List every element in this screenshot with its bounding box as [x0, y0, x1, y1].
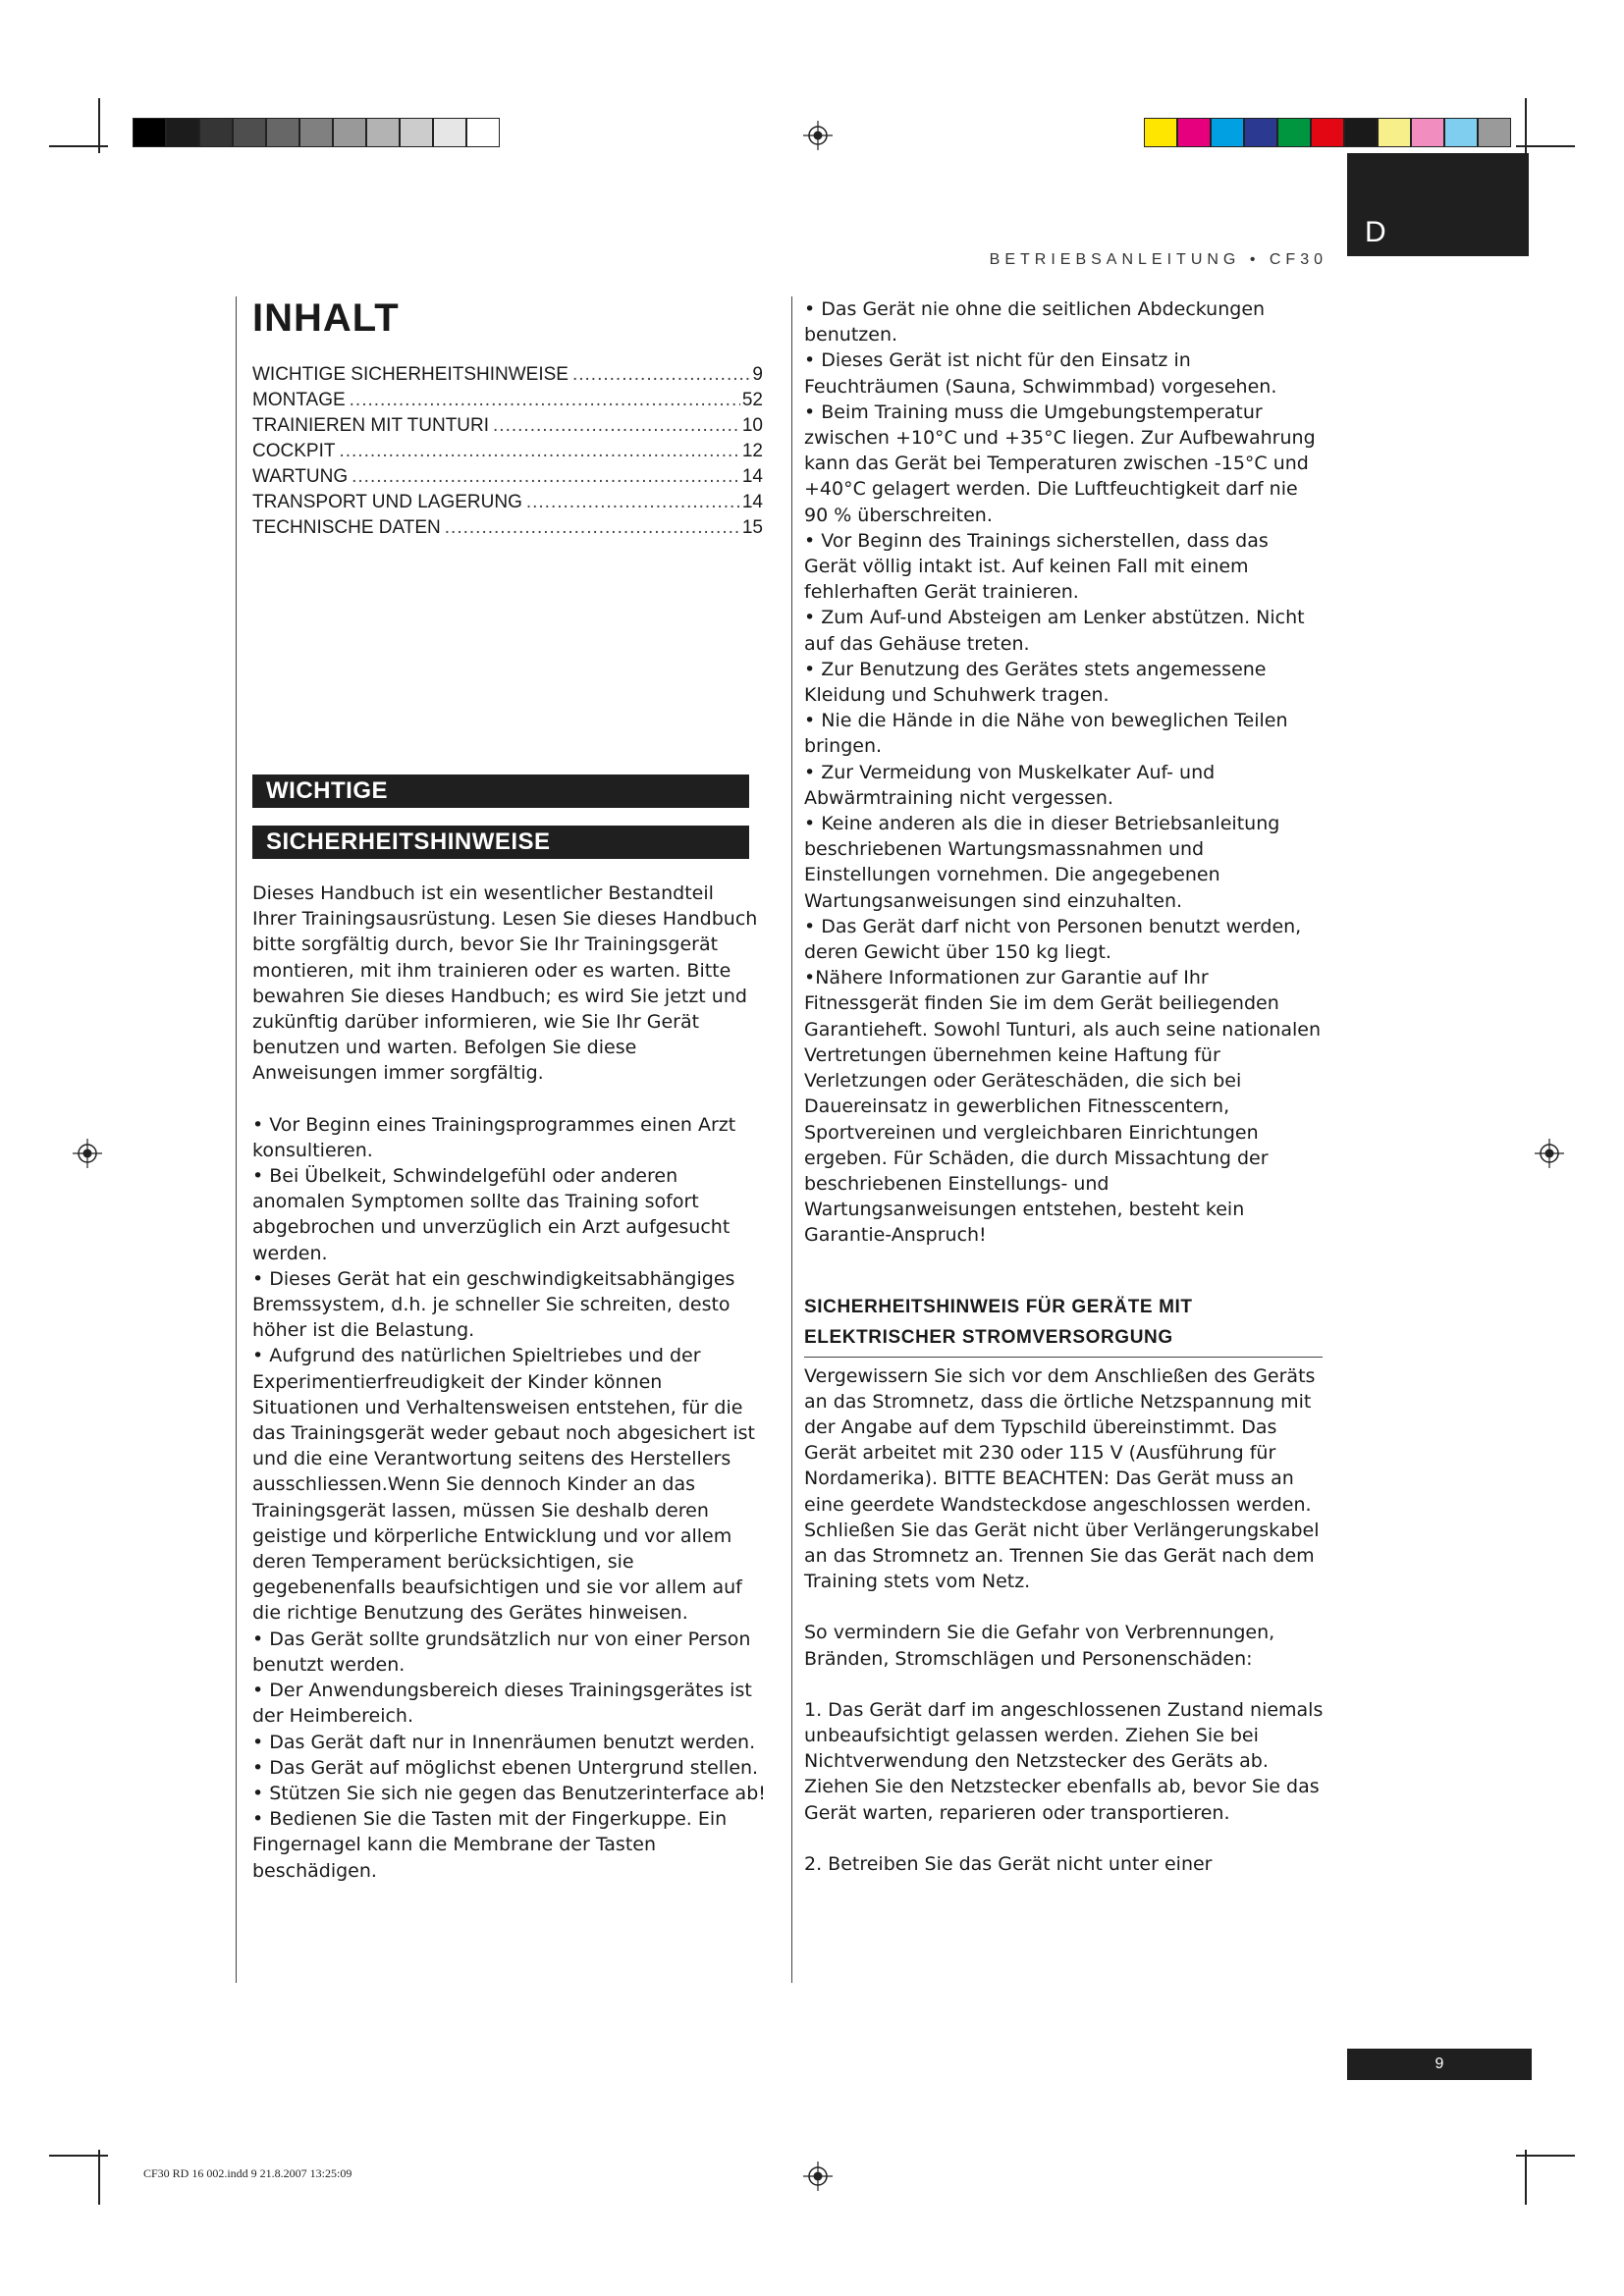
safety-bullet: • Stützen Sie sich nie gegen das Benutzerinterface ab!: [252, 1781, 769, 1806]
toc-leader-dots: [526, 490, 740, 515]
toc-item-page: 14: [741, 492, 763, 512]
toc-item-page: 52: [741, 390, 763, 410]
crop-mark: [98, 98, 100, 153]
electrical-heading-line2: ELEKTRISCHER STROMVERSORGUNG: [804, 1326, 1173, 1348]
toc-item: [252, 413, 763, 439]
safety-bullet: • Vor Beginn eines Trainingsprogrammes einen Arzt konsultieren.: [252, 1112, 769, 1163]
safety-bullet: • Dieses Gerät hat ein geschwindigkeitsabhängiges Bremssystem, d.h. je schneller Sie schreiten, desto höher ist die Belastung.: [252, 1266, 769, 1344]
color-swatch: [1344, 118, 1378, 147]
electrical-item2: 2. Betreiben Sie das Gerät nicht unter einer: [804, 1852, 1213, 1875]
crop-mark: [1525, 2150, 1527, 2205]
toc-item: [252, 439, 763, 464]
safety-bullet: • Zum Auf-und Absteigen am Lenker abstützen. Nicht auf das Gehäuse treten.: [804, 605, 1325, 656]
color-swatch: [166, 118, 199, 147]
safety-bullet: • Nie die Hände in die Nähe von beweglichen Teilen bringen.: [804, 708, 1325, 759]
toc-leader-dots: [350, 388, 740, 413]
safety-bullet: • Zur Vermeidung von Muskelkater Auf- und Abwärmtraining nicht vergessen.: [804, 760, 1325, 811]
safety-bullets-right: [804, 296, 1325, 965]
toc-leader-dots: [445, 515, 740, 541]
running-head: BETRIEBSANLEITUNG • CF30: [989, 251, 1327, 268]
toc-leader-dots: [572, 362, 750, 388]
color-swatch: [366, 118, 400, 147]
toc-item-label: WICHTIGE SICHERHEITSHINWEISE: [252, 364, 568, 385]
toc-item: [252, 515, 763, 541]
toc-item-label: WARTUNG: [252, 466, 349, 487]
color-swatch: [233, 118, 266, 147]
table-of-contents: [252, 362, 763, 541]
toc-item-page: 14: [741, 466, 763, 487]
color-swatch: [1478, 118, 1511, 147]
color-swatch: [299, 118, 333, 147]
toc-item-page: 9: [752, 364, 763, 385]
safety-bullet: • Keine anderen als die in dieser Betriebsanleitung beschriebenen Wartungsmassnahmen und Einstellungen vornehmen. Die angegebenen Wartungsanweisungen sind einzuhalten.: [804, 811, 1325, 914]
toc-item: [252, 388, 763, 413]
safety-bullet: • Bedienen Sie die Tasten mit der Fingerkuppe. Ein Fingernagel kann die Membrane der Tasten beschädigen.: [252, 1806, 769, 1884]
crop-mark: [1525, 98, 1527, 153]
safety-bullet: • Aufgrund des natürlichen Spieltriebes und der Experimentierfreudigkeit der Kinder können Situationen und Verhaltensweisen entstehen, für die das Trainingsgerät weder gebaut noch abgesichert ist und die eine Verantwortung seitens des Herstellers ausschliessen.Wenn Sie dennoch Kinder an das Trainingsgerät lassen, müssen Sie deshalb deren geistige und körperliche Entwicklung und vor allem deren Temperament berücksichtigen, sie gegebenenfalls beaufsichtigen und sie vor allem auf die richtige Benutzung des Gerätes hinweisen.: [252, 1343, 769, 1626]
color-swatch: [266, 118, 299, 147]
gray-calibration-strip: [133, 118, 500, 147]
color-swatch: [433, 118, 466, 147]
color-swatch: [1177, 118, 1211, 147]
safety-bullet: • Das Gerät nie ohne die seitlichen Abdeckungen benutzen.: [804, 296, 1325, 347]
left-column: [236, 296, 783, 1983]
color-swatch: [466, 118, 500, 147]
toc-item-label: TECHNISCHE DATEN: [252, 517, 441, 538]
registration-mark-icon: [1535, 1139, 1564, 1168]
toc-item: [252, 362, 763, 388]
electrical-item1: 1. Das Gerät darf im angeschlossenen Zustand niemals unbeaufsichtigt gelassen werden. Ziehen Sie bei Nichtverwendung den Netzstecker des Geräts ab. Ziehen Sie den Netzstecker ebenfalls ab, bevor Sie das Gerät warten, reparieren oder transportieren.: [804, 1698, 1324, 1824]
toc-item: [252, 490, 763, 515]
warranty-list: [804, 965, 1325, 1248]
crop-mark: [98, 2150, 100, 2205]
safety-bullet: • Vor Beginn des Trainings sicherstellen, dass das Gerät völlig intakt ist. Auf keinen Fall mit einem fehlerhaften Gerät trainieren.: [804, 528, 1325, 606]
toc-item-label: TRANSPORT UND LAGERUNG: [252, 492, 522, 512]
color-swatch: [1144, 118, 1177, 147]
color-swatch: [1311, 118, 1344, 147]
toc-item-label: COCKPIT: [252, 441, 336, 461]
registration-mark-icon: [73, 1139, 102, 1168]
color-swatch: [1244, 118, 1277, 147]
warranty-bullet: • Nähere Informationen zur Garantie auf Ihr Fitnessgerät finden Sie im dem Gerät beiliegenden Garantieheft. Sowohl Tunturi, als auch seine nationalen Vertretungen übernehmen keine Haftung für Verletzungen oder Geräteschäden, die sich bei Dauereinsatz in gewerblichen Fitnesscentern, Sportvereinen und vergleichbaren Einrichtungen ergeben. Für Schäden, die durch Missachtung der beschriebenen Einstellungs- und Wartungsanweisungen entstehen, besteht kein Garantie-Anspruch!: [804, 965, 1325, 1248]
toc-item-page: 15: [741, 517, 763, 538]
safety-bullet: • Bei Übelkeit, Schwindelgefühl oder anderen anomalen Symptomen sollte das Training sofort abgebrochen und unverzüglich ein Arzt aufgesucht werden.: [252, 1163, 769, 1266]
color-swatch: [1444, 118, 1478, 147]
color-swatch: [1411, 118, 1444, 147]
toc-title: INHALT: [252, 296, 400, 340]
safety-bullet: • Das Gerät auf möglichst ebenen Untergrund stellen.: [252, 1755, 769, 1781]
toc-item: [252, 464, 763, 490]
safety-bullets-left: [252, 1112, 769, 1884]
toc-item-label: TRAINIEREN MIT TUNTURI: [252, 415, 490, 436]
registration-mark-icon: [803, 121, 833, 150]
safety-bullet: • Dieses Gerät ist nicht für den Einsatz in Feuchträumen (Sauna, Schwimmbad) vorgesehen.: [804, 347, 1325, 399]
toc-leader-dots: [352, 464, 740, 490]
color-swatch: [1378, 118, 1411, 147]
color-swatch: [199, 118, 233, 147]
toc-leader-dots: [339, 439, 739, 464]
safety-bullet: • Der Anwendungsbereich dieses Trainingsgerätes ist der Heimbereich.: [252, 1678, 769, 1729]
color-swatch: [133, 118, 166, 147]
right-column: [791, 296, 1332, 1983]
toc-item-label: MONTAGE: [252, 390, 346, 410]
color-calibration-strip: [1144, 118, 1511, 147]
color-swatch: [1277, 118, 1311, 147]
language-tab: D: [1347, 153, 1529, 256]
electrical-paragraph2: So vermindern Sie die Gefahr von Verbrennungen, Bränden, Stromschlägen und Personenschäden:: [804, 1622, 1275, 1670]
color-swatch: [1211, 118, 1244, 147]
color-swatch: [333, 118, 366, 147]
safety-bullet: • Das Gerät daft nur in Innenräumen benutzt werden.: [252, 1730, 769, 1755]
electrical-heading: [804, 1292, 1323, 1358]
safety-bullet: • Das Gerät darf nicht von Personen benutzt werden, deren Gewicht über 150 kg liegt.: [804, 914, 1325, 965]
color-swatch: [400, 118, 433, 147]
registration-mark-icon: [803, 2162, 833, 2191]
safety-bullet: • Das Gerät sollte grundsätzlich nur von einer Person benutzt werden.: [252, 1627, 769, 1678]
toc-item-page: 12: [741, 441, 763, 461]
print-slug: CF30 RD 16 002.indd 9 21.8.2007 13:25:09: [143, 2166, 352, 2180]
page-number: 9: [1347, 2049, 1532, 2080]
safety-bullet: • Zur Benutzung des Gerätes stets angemessene Kleidung und Schuhwerk tragen.: [804, 657, 1325, 708]
safety-bullet: • Beim Training muss die Umgebungstemperatur zwischen +10°C und +35°C liegen. Zur Aufbewahrung kann das Gerät bei Temperaturen zwischen -15°C und +40°C gelagert werden. Die Luftfeuchtigkeit darf nie 90 % überschreiten.: [804, 400, 1325, 528]
section-heading-line2: SICHERHEITSHINWEISE: [252, 826, 749, 859]
toc-item-page: 10: [741, 415, 763, 436]
electrical-paragraph1: Vergewissern Sie sich vor dem Anschließen des Geräts an das Stromnetz, dass die örtliche Netzspannung mit der Angabe auf dem Typschild übereinstimmt. Das Gerät arbeitet mit 230 oder 115 V (Ausführung für Nordamerika). BITTE BEACHTEN: Das Gerät muss an eine geerdete Wandsteckdose angeschlossen werden. Schließen Sie das Gerät nicht über Verlängerungskabel an das Stromnetz an. Trennen Sie das Gerät nach dem Training stets vom Netz.: [804, 1364, 1320, 1593]
safety-intro: Dieses Handbuch ist ein wesentlicher Bestandteil Ihrer Trainingsausrüstung. Lesen Sie dieses Handbuch bitte sorgfältig durch, bevor Sie Ihr Trainingsgerät montieren, mit ihm trainieren oder es warten. Bitte bewahren Sie dieses Handbuch; es wird Sie jetzt und zukünftig darüber informieren, wie Sie Ihr Gerät benutzen und warten. Befolgen Sie diese Anweisungen immer sorgfältig.: [252, 882, 758, 1085]
electrical-heading-line1: SICHERHEITSHINWEIS FÜR GERÄTE MIT: [804, 1296, 1193, 1317]
section-heading-line1: WICHTIGE: [252, 774, 749, 808]
toc-leader-dots: [493, 413, 740, 439]
